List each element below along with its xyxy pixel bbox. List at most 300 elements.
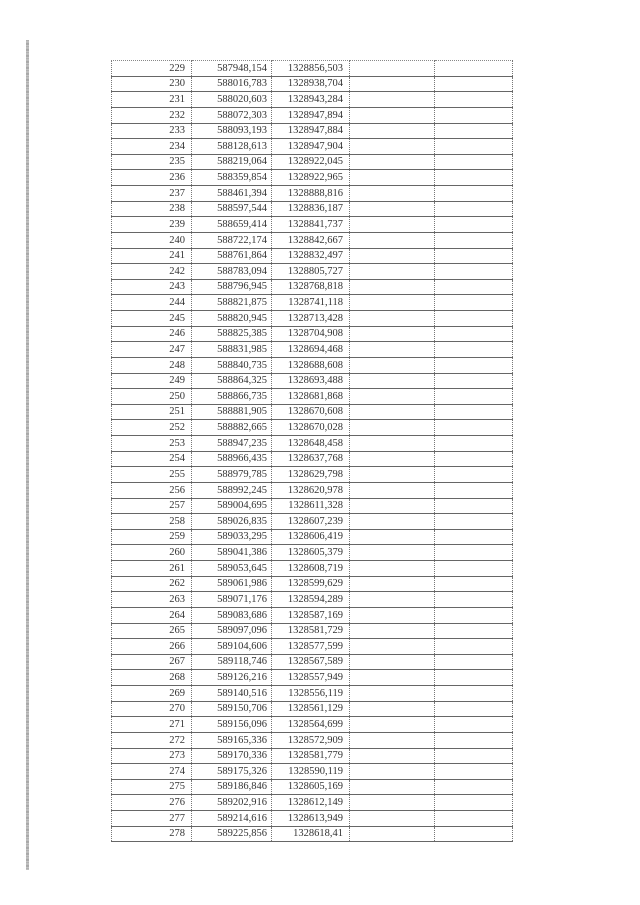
empty-cell — [435, 826, 513, 842]
table-row — [112, 420, 513, 436]
y-coordinate-cell: 1328608,719 — [272, 561, 350, 577]
x-coordinate-cell: 588882,665 — [192, 420, 272, 436]
table-row — [112, 748, 513, 764]
empty-cell — [350, 170, 435, 186]
y-coordinate-cell: 1328605,169 — [272, 779, 350, 795]
empty-cell — [435, 107, 513, 123]
x-coordinate-cell: 588761,864 — [192, 248, 272, 264]
coordinate-table — [111, 60, 513, 842]
empty-cell — [435, 154, 513, 170]
empty-cell — [435, 686, 513, 702]
empty-cell — [435, 576, 513, 592]
y-coordinate-cell: 1328836,187 — [272, 201, 350, 217]
point-number-cell: 232 — [112, 107, 192, 123]
empty-cell — [435, 451, 513, 467]
empty-cell — [350, 61, 435, 77]
point-number-cell: 238 — [112, 201, 192, 217]
table-row — [112, 811, 513, 827]
empty-cell — [435, 264, 513, 280]
table-row — [112, 389, 513, 405]
table-row — [112, 61, 513, 77]
x-coordinate-cell: 589104,606 — [192, 639, 272, 655]
table-row — [112, 373, 513, 389]
x-coordinate-cell: 588128,613 — [192, 139, 272, 155]
y-coordinate-cell: 1328572,909 — [272, 732, 350, 748]
x-coordinate-cell: 589083,686 — [192, 607, 272, 623]
table-row — [112, 701, 513, 717]
point-number-cell: 260 — [112, 545, 192, 561]
table-row — [112, 670, 513, 686]
y-coordinate-cell: 1328581,779 — [272, 748, 350, 764]
point-number-cell: 266 — [112, 639, 192, 655]
point-number-cell: 263 — [112, 592, 192, 608]
empty-cell — [435, 248, 513, 264]
point-number-cell: 233 — [112, 123, 192, 139]
point-number-cell: 252 — [112, 420, 192, 436]
point-number-cell: 269 — [112, 686, 192, 702]
point-number-cell: 261 — [112, 561, 192, 577]
empty-cell — [350, 514, 435, 530]
empty-cell — [435, 795, 513, 811]
empty-cell — [435, 420, 513, 436]
table-row — [112, 201, 513, 217]
empty-cell — [350, 732, 435, 748]
empty-cell — [435, 76, 513, 92]
y-coordinate-cell: 1328888,816 — [272, 186, 350, 202]
point-number-cell: 255 — [112, 467, 192, 483]
table-row — [112, 92, 513, 108]
point-number-cell: 273 — [112, 748, 192, 764]
point-number-cell: 243 — [112, 279, 192, 295]
empty-cell — [350, 154, 435, 170]
empty-cell — [435, 779, 513, 795]
y-coordinate-cell: 1328922,965 — [272, 170, 350, 186]
table-row — [112, 717, 513, 733]
empty-cell — [435, 342, 513, 358]
empty-cell — [350, 389, 435, 405]
table-row — [112, 279, 513, 295]
point-number-cell: 247 — [112, 342, 192, 358]
x-coordinate-cell: 588966,435 — [192, 451, 272, 467]
table-row — [112, 404, 513, 420]
point-number-cell: 230 — [112, 76, 192, 92]
table-row — [112, 482, 513, 498]
empty-cell — [350, 561, 435, 577]
x-coordinate-cell: 588881,905 — [192, 404, 272, 420]
x-coordinate-cell: 589214,616 — [192, 811, 272, 827]
empty-cell — [350, 232, 435, 248]
point-number-cell: 264 — [112, 607, 192, 623]
point-number-cell: 277 — [112, 811, 192, 827]
point-number-cell: 276 — [112, 795, 192, 811]
empty-cell — [350, 107, 435, 123]
y-coordinate-cell: 1328922,045 — [272, 154, 350, 170]
y-coordinate-cell: 1328607,239 — [272, 514, 350, 530]
empty-cell — [350, 498, 435, 514]
empty-cell — [435, 170, 513, 186]
x-coordinate-cell: 589033,295 — [192, 529, 272, 545]
x-coordinate-cell: 589126,216 — [192, 670, 272, 686]
y-coordinate-cell: 1328556,119 — [272, 686, 350, 702]
point-number-cell: 229 — [112, 61, 192, 77]
empty-cell — [350, 451, 435, 467]
point-number-cell: 253 — [112, 436, 192, 452]
empty-cell — [435, 545, 513, 561]
table-row — [112, 623, 513, 639]
table-row — [112, 342, 513, 358]
y-coordinate-cell: 1328693,488 — [272, 373, 350, 389]
x-coordinate-cell: 588796,945 — [192, 279, 272, 295]
y-coordinate-cell: 1328856,503 — [272, 61, 350, 77]
empty-cell — [435, 639, 513, 655]
empty-cell — [435, 717, 513, 733]
empty-cell — [350, 295, 435, 311]
empty-cell — [435, 436, 513, 452]
empty-cell — [350, 576, 435, 592]
y-coordinate-cell: 1328832,497 — [272, 248, 350, 264]
empty-cell — [350, 639, 435, 655]
empty-cell — [350, 139, 435, 155]
empty-cell — [435, 279, 513, 295]
point-number-cell: 272 — [112, 732, 192, 748]
empty-cell — [435, 295, 513, 311]
table-row — [112, 357, 513, 373]
empty-cell — [350, 186, 435, 202]
empty-cell — [350, 311, 435, 327]
y-coordinate-cell: 1328620,978 — [272, 482, 350, 498]
x-coordinate-cell: 588597,544 — [192, 201, 272, 217]
point-number-cell: 268 — [112, 670, 192, 686]
y-coordinate-cell: 1328567,589 — [272, 654, 350, 670]
x-coordinate-cell: 589004,695 — [192, 498, 272, 514]
empty-cell — [350, 795, 435, 811]
table-row — [112, 639, 513, 655]
empty-cell — [350, 326, 435, 342]
point-number-cell: 240 — [112, 232, 192, 248]
x-coordinate-cell: 588864,325 — [192, 373, 272, 389]
empty-cell — [350, 76, 435, 92]
empty-cell — [350, 686, 435, 702]
y-coordinate-cell: 1328577,599 — [272, 639, 350, 655]
y-coordinate-cell: 1328768,818 — [272, 279, 350, 295]
empty-cell — [350, 623, 435, 639]
table-row — [112, 76, 513, 92]
y-coordinate-cell: 1328694,468 — [272, 342, 350, 358]
empty-cell — [435, 654, 513, 670]
x-coordinate-cell: 588461,394 — [192, 186, 272, 202]
y-coordinate-cell: 1328590,119 — [272, 764, 350, 780]
table-row — [112, 467, 513, 483]
x-coordinate-cell: 589156,096 — [192, 717, 272, 733]
y-coordinate-cell: 1328947,904 — [272, 139, 350, 155]
point-number-cell: 242 — [112, 264, 192, 280]
empty-cell — [435, 607, 513, 623]
point-number-cell: 267 — [112, 654, 192, 670]
empty-cell — [435, 389, 513, 405]
x-coordinate-cell: 589140,516 — [192, 686, 272, 702]
empty-cell — [435, 592, 513, 608]
empty-cell — [350, 545, 435, 561]
y-coordinate-cell: 1328613,949 — [272, 811, 350, 827]
x-coordinate-cell: 589186,846 — [192, 779, 272, 795]
empty-cell — [350, 607, 435, 623]
table-row — [112, 529, 513, 545]
y-coordinate-cell: 1328629,798 — [272, 467, 350, 483]
empty-cell — [350, 467, 435, 483]
coordinate-sheet — [111, 60, 512, 842]
x-coordinate-cell: 589053,645 — [192, 561, 272, 577]
empty-cell — [435, 748, 513, 764]
table-row — [112, 311, 513, 327]
empty-cell — [350, 654, 435, 670]
point-number-cell: 251 — [112, 404, 192, 420]
x-coordinate-cell: 588825,385 — [192, 326, 272, 342]
x-coordinate-cell: 588072,303 — [192, 107, 272, 123]
point-number-cell: 256 — [112, 482, 192, 498]
y-coordinate-cell: 1328637,768 — [272, 451, 350, 467]
y-coordinate-cell: 1328599,629 — [272, 576, 350, 592]
point-number-cell: 231 — [112, 92, 192, 108]
empty-cell — [350, 826, 435, 842]
coordinate-table-body — [112, 61, 513, 842]
table-row — [112, 561, 513, 577]
x-coordinate-cell: 588359,854 — [192, 170, 272, 186]
table-row — [112, 607, 513, 623]
y-coordinate-cell: 1328611,328 — [272, 498, 350, 514]
y-coordinate-cell: 1328612,149 — [272, 795, 350, 811]
y-coordinate-cell: 1328681,868 — [272, 389, 350, 405]
x-coordinate-cell: 588820,945 — [192, 311, 272, 327]
empty-cell — [435, 61, 513, 77]
point-number-cell: 274 — [112, 764, 192, 780]
point-number-cell: 235 — [112, 154, 192, 170]
point-number-cell: 237 — [112, 186, 192, 202]
x-coordinate-cell: 588783,094 — [192, 264, 272, 280]
table-row — [112, 826, 513, 842]
empty-cell — [350, 701, 435, 717]
empty-cell — [350, 342, 435, 358]
empty-cell — [350, 123, 435, 139]
table-row — [112, 217, 513, 233]
y-coordinate-cell: 1328606,419 — [272, 529, 350, 545]
x-coordinate-cell: 588722,174 — [192, 232, 272, 248]
empty-cell — [435, 373, 513, 389]
table-row — [112, 592, 513, 608]
empty-cell — [350, 357, 435, 373]
x-coordinate-cell: 587948,154 — [192, 61, 272, 77]
scan-binding-edge — [26, 40, 29, 870]
x-coordinate-cell: 588992,245 — [192, 482, 272, 498]
point-number-cell: 245 — [112, 311, 192, 327]
empty-cell — [435, 732, 513, 748]
empty-cell — [435, 92, 513, 108]
table-row — [112, 326, 513, 342]
y-coordinate-cell: 1328938,704 — [272, 76, 350, 92]
empty-cell — [350, 717, 435, 733]
point-number-cell: 258 — [112, 514, 192, 530]
x-coordinate-cell: 588093,193 — [192, 123, 272, 139]
x-coordinate-cell: 589071,176 — [192, 592, 272, 608]
empty-cell — [435, 670, 513, 686]
empty-cell — [350, 811, 435, 827]
empty-cell — [435, 498, 513, 514]
table-row — [112, 795, 513, 811]
point-number-cell: 246 — [112, 326, 192, 342]
point-number-cell: 234 — [112, 139, 192, 155]
y-coordinate-cell: 1328741,118 — [272, 295, 350, 311]
empty-cell — [350, 670, 435, 686]
table-row — [112, 576, 513, 592]
x-coordinate-cell: 589041,386 — [192, 545, 272, 561]
empty-cell — [435, 139, 513, 155]
x-coordinate-cell: 589202,916 — [192, 795, 272, 811]
point-number-cell: 254 — [112, 451, 192, 467]
empty-cell — [350, 436, 435, 452]
x-coordinate-cell: 588020,603 — [192, 92, 272, 108]
empty-cell — [435, 482, 513, 498]
empty-cell — [350, 529, 435, 545]
y-coordinate-cell: 1328618,41 — [272, 826, 350, 842]
y-coordinate-cell: 1328670,608 — [272, 404, 350, 420]
empty-cell — [350, 279, 435, 295]
table-row — [112, 170, 513, 186]
table-row — [112, 139, 513, 155]
y-coordinate-cell: 1328947,884 — [272, 123, 350, 139]
empty-cell — [435, 357, 513, 373]
point-number-cell: 259 — [112, 529, 192, 545]
table-row — [112, 248, 513, 264]
table-row — [112, 732, 513, 748]
point-number-cell: 241 — [112, 248, 192, 264]
y-coordinate-cell: 1328704,908 — [272, 326, 350, 342]
table-row — [112, 295, 513, 311]
empty-cell — [435, 764, 513, 780]
x-coordinate-cell: 588840,735 — [192, 357, 272, 373]
point-number-cell: 265 — [112, 623, 192, 639]
x-coordinate-cell: 589170,336 — [192, 748, 272, 764]
table-row — [112, 232, 513, 248]
table-row — [112, 686, 513, 702]
empty-cell — [435, 561, 513, 577]
empty-cell — [435, 311, 513, 327]
table-row — [112, 498, 513, 514]
table-row — [112, 764, 513, 780]
table-row — [112, 123, 513, 139]
empty-cell — [435, 404, 513, 420]
empty-cell — [350, 248, 435, 264]
y-coordinate-cell: 1328648,458 — [272, 436, 350, 452]
empty-cell — [435, 186, 513, 202]
x-coordinate-cell: 589026,835 — [192, 514, 272, 530]
x-coordinate-cell: 588831,985 — [192, 342, 272, 358]
x-coordinate-cell: 588947,235 — [192, 436, 272, 452]
empty-cell — [350, 420, 435, 436]
empty-cell — [435, 232, 513, 248]
empty-cell — [350, 217, 435, 233]
empty-cell — [350, 779, 435, 795]
x-coordinate-cell: 588866,735 — [192, 389, 272, 405]
point-number-cell: 275 — [112, 779, 192, 795]
point-number-cell: 248 — [112, 357, 192, 373]
point-number-cell: 236 — [112, 170, 192, 186]
empty-cell — [435, 123, 513, 139]
empty-cell — [350, 201, 435, 217]
point-number-cell: 270 — [112, 701, 192, 717]
table-row — [112, 514, 513, 530]
y-coordinate-cell: 1328557,949 — [272, 670, 350, 686]
table-row — [112, 654, 513, 670]
empty-cell — [435, 514, 513, 530]
table-row — [112, 154, 513, 170]
y-coordinate-cell: 1328805,727 — [272, 264, 350, 280]
empty-cell — [435, 529, 513, 545]
table-row — [112, 451, 513, 467]
x-coordinate-cell: 589225,856 — [192, 826, 272, 842]
x-coordinate-cell: 588659,414 — [192, 217, 272, 233]
y-coordinate-cell: 1328688,608 — [272, 357, 350, 373]
table-row — [112, 186, 513, 202]
empty-cell — [350, 482, 435, 498]
y-coordinate-cell: 1328713,428 — [272, 311, 350, 327]
y-coordinate-cell: 1328564,699 — [272, 717, 350, 733]
x-coordinate-cell: 589175,326 — [192, 764, 272, 780]
empty-cell — [350, 92, 435, 108]
table-row — [112, 436, 513, 452]
point-number-cell: 278 — [112, 826, 192, 842]
y-coordinate-cell: 1328561,129 — [272, 701, 350, 717]
x-coordinate-cell: 589118,746 — [192, 654, 272, 670]
empty-cell — [350, 748, 435, 764]
y-coordinate-cell: 1328594,289 — [272, 592, 350, 608]
empty-cell — [435, 623, 513, 639]
empty-cell — [435, 701, 513, 717]
empty-cell — [350, 764, 435, 780]
point-number-cell: 250 — [112, 389, 192, 405]
point-number-cell: 244 — [112, 295, 192, 311]
x-coordinate-cell: 588821,875 — [192, 295, 272, 311]
x-coordinate-cell: 588016,783 — [192, 76, 272, 92]
x-coordinate-cell: 588219,064 — [192, 154, 272, 170]
point-number-cell: 262 — [112, 576, 192, 592]
x-coordinate-cell: 589061,986 — [192, 576, 272, 592]
table-row — [112, 779, 513, 795]
empty-cell — [435, 467, 513, 483]
empty-cell — [350, 592, 435, 608]
y-coordinate-cell: 1328581,729 — [272, 623, 350, 639]
point-number-cell: 239 — [112, 217, 192, 233]
x-coordinate-cell: 588979,785 — [192, 467, 272, 483]
point-number-cell: 249 — [112, 373, 192, 389]
y-coordinate-cell: 1328842,667 — [272, 232, 350, 248]
empty-cell — [435, 201, 513, 217]
y-coordinate-cell: 1328587,169 — [272, 607, 350, 623]
empty-cell — [435, 217, 513, 233]
y-coordinate-cell: 1328943,284 — [272, 92, 350, 108]
x-coordinate-cell: 589165,336 — [192, 732, 272, 748]
y-coordinate-cell: 1328841,737 — [272, 217, 350, 233]
table-row — [112, 107, 513, 123]
point-number-cell: 257 — [112, 498, 192, 514]
empty-cell — [435, 811, 513, 827]
y-coordinate-cell: 1328605,379 — [272, 545, 350, 561]
empty-cell — [435, 326, 513, 342]
empty-cell — [350, 373, 435, 389]
empty-cell — [350, 264, 435, 280]
empty-cell — [350, 404, 435, 420]
table-row — [112, 264, 513, 280]
point-number-cell: 271 — [112, 717, 192, 733]
x-coordinate-cell: 589150,706 — [192, 701, 272, 717]
